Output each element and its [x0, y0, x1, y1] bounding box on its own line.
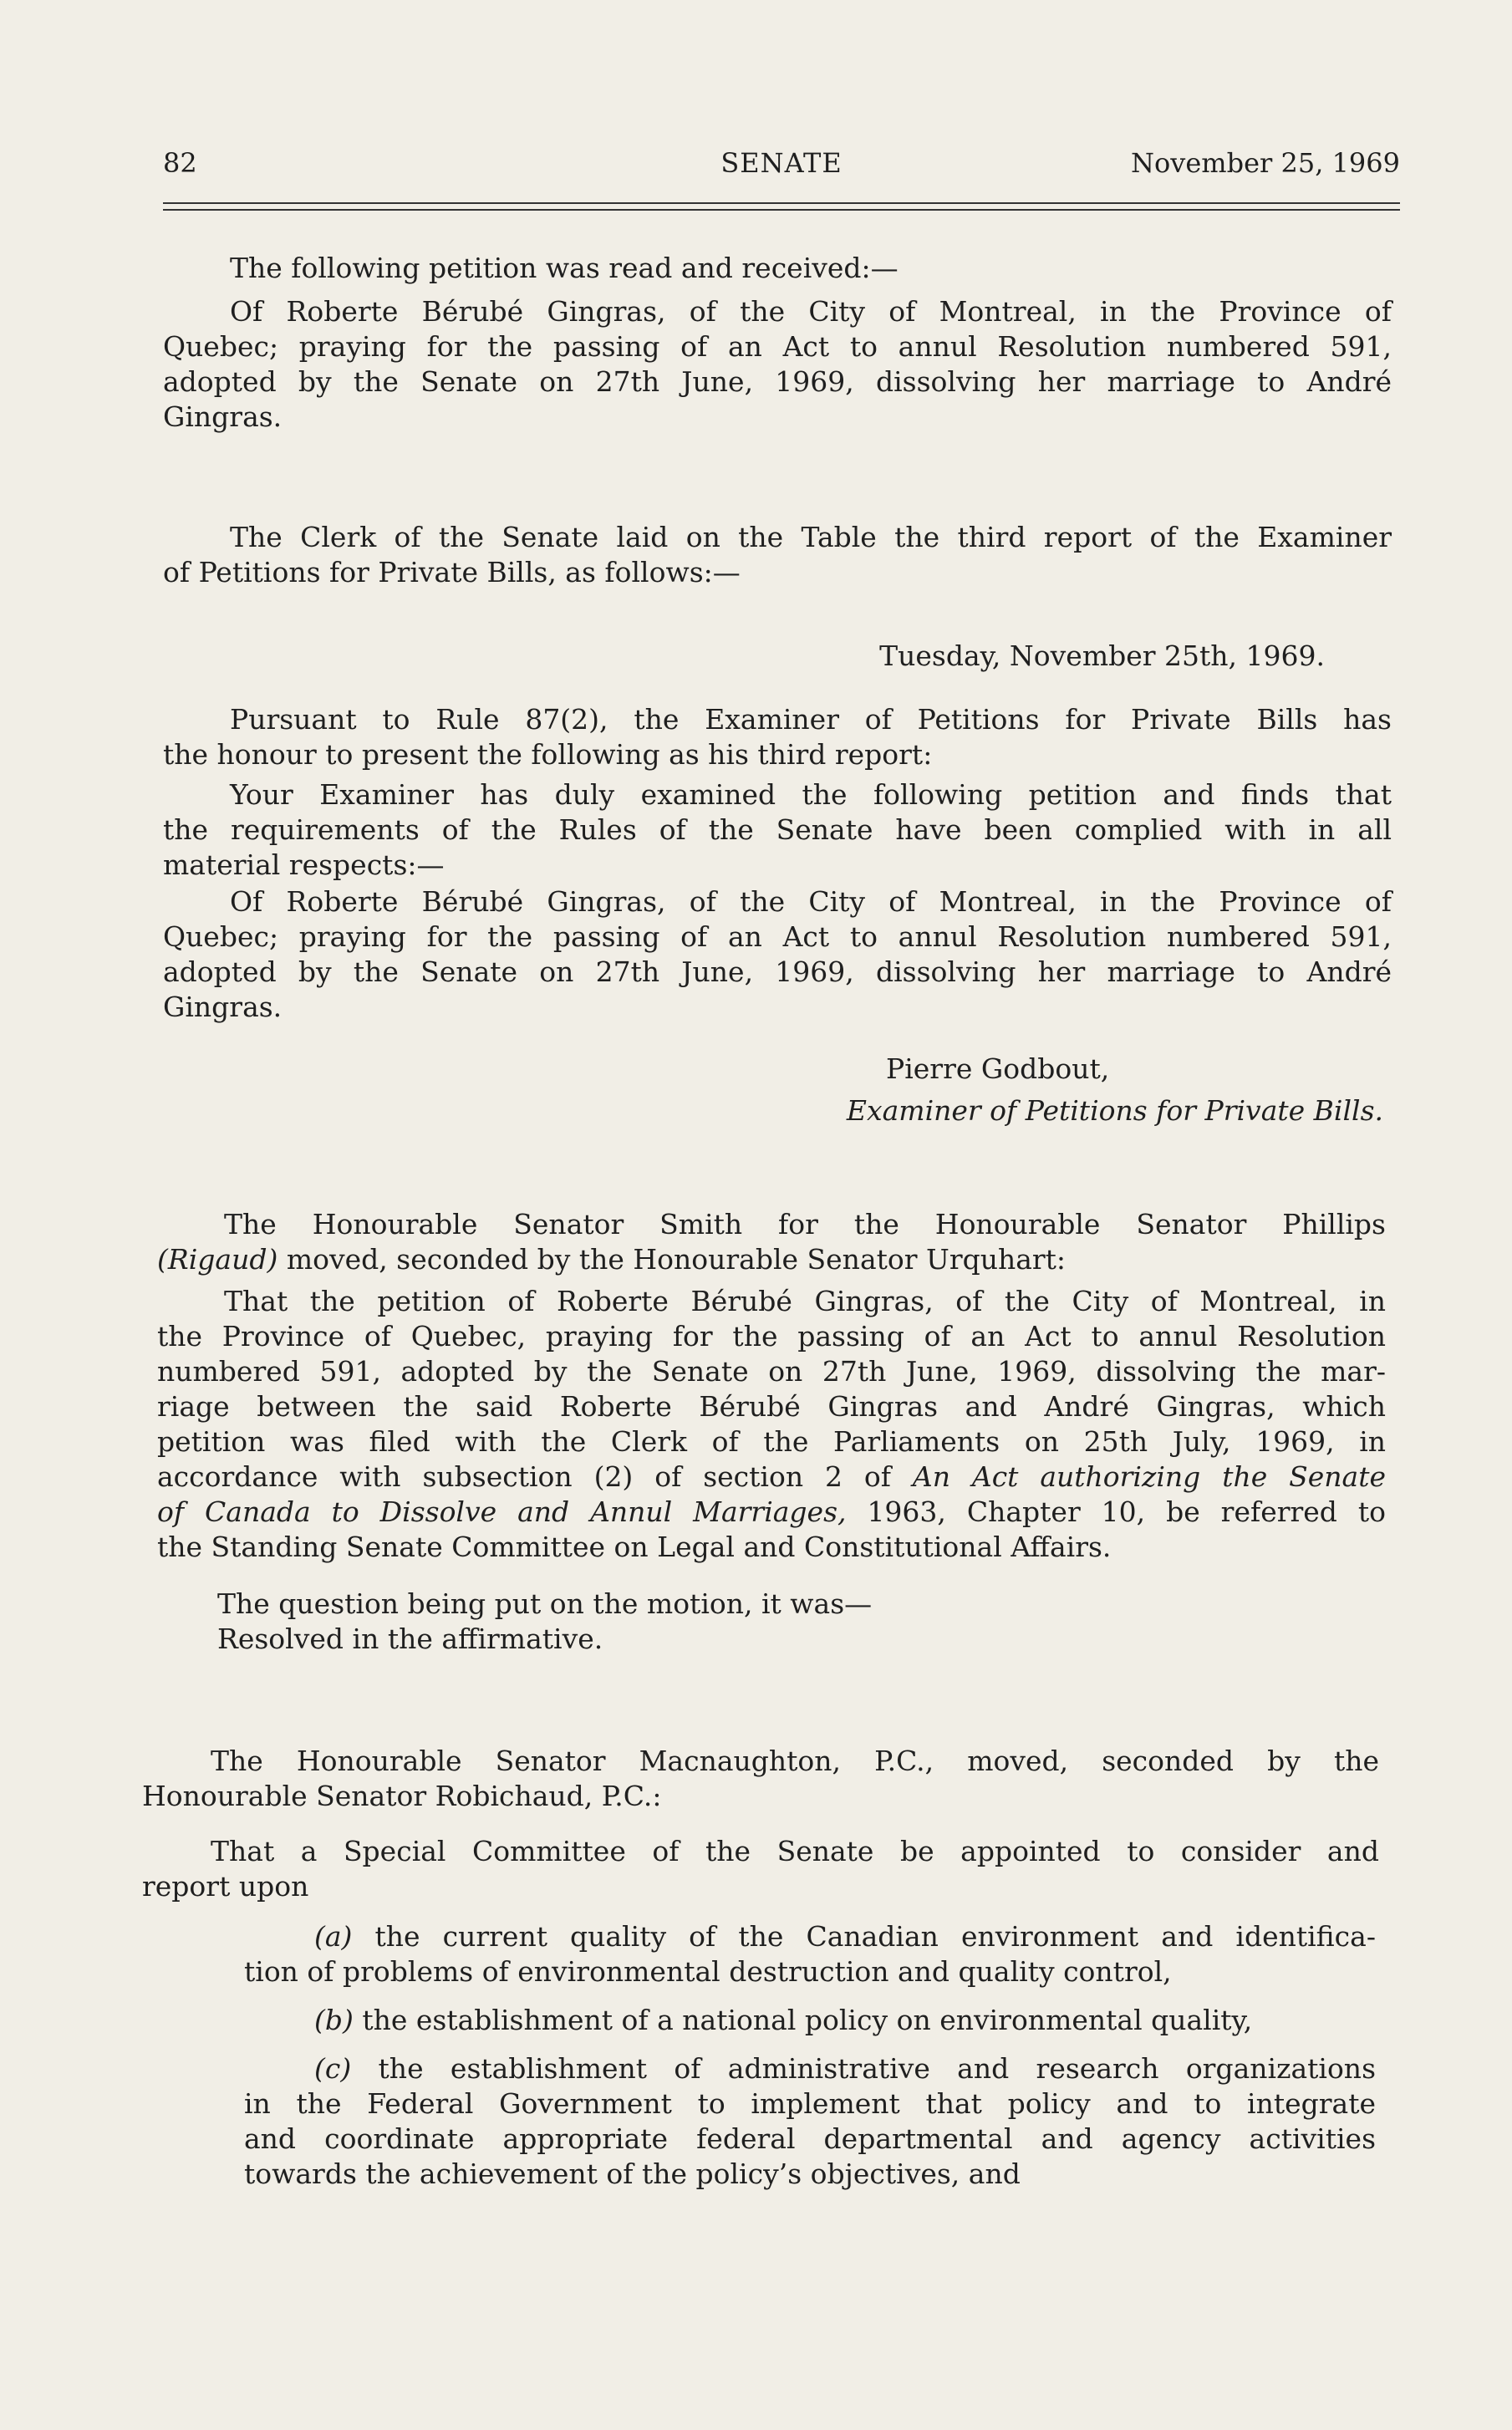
clerk-intro-line: of Petitions for Private Bills, as follows:—: [163, 556, 741, 588]
that-line: [157, 1495, 1386, 1530]
senator-division: (Rigaud): [157, 1243, 278, 1276]
petition-line: Quebec; praying for the passing of an Act to annul Resolution numbered 591,: [163, 330, 1392, 363]
that-line-text: accordance with subsection (2) of section 2 of: [157, 1460, 913, 1493]
page-header: [163, 147, 1400, 189]
petition-line: Gingras.: [163, 400, 283, 433]
item-a-line: [314, 1919, 1376, 1954]
motion-smith-line: [157, 1242, 1066, 1277]
report-petition-line: Gingras.: [163, 991, 283, 1023]
clerk-intro-line: The Clerk of the Senate laid on the Table the third report of the Examiner: [230, 521, 1392, 553]
special-committee-line: That a Special Committee of the Senate be appointed to consider and: [211, 1835, 1379, 1867]
item-c-line: in the Federal Government to implement that policy and to integrate: [244, 2087, 1376, 2120]
motion-smith-line: The Honourable Senator Smith for the Honourable Senator Phillips: [224, 1208, 1386, 1240]
that-line: the Province of Quebec, praying for the passing of an Act to annul Resolution: [157, 1320, 1386, 1353]
header-rule-top: [163, 202, 1400, 204]
that-line: the Standing Senate Committee on Legal and Constitutional Affairs.: [157, 1531, 1112, 1563]
that-line: riage between the said Roberte Bérubé Gingras and André Gingras, which: [157, 1390, 1386, 1423]
special-committee-line: report upon: [142, 1870, 309, 1903]
pursuant-line: Pursuant to Rule 87(2), the Examiner of Petitions for Private Bills has: [230, 703, 1392, 736]
petition-line: adopted by the Senate on 27th June, 1969, dissolving her marriage to André: [163, 365, 1392, 398]
item-c-line: [314, 2051, 1376, 2086]
act-title: An Act authorizing the Senate: [912, 1460, 1387, 1493]
page-title: SENATE: [720, 147, 843, 179]
item-b-label: (b): [314, 2004, 354, 2036]
signature-name: Pierre Godbout,: [886, 1052, 1110, 1085]
motion-smith-text: moved, seconded by the Honourable Senator Urquhart:: [277, 1243, 1067, 1276]
petition-line: Of Roberte Bérubé Gingras, of the City of Montreal, in the Province of: [230, 295, 1392, 328]
report-date: Tuesday, November 25th, 1969.: [879, 639, 1325, 672]
examiner-line: material respects:—: [163, 848, 445, 881]
that-line-text: 1963, Chapter 10, be referred to: [846, 1495, 1386, 1528]
report-petition-line: Of Roberte Bérubé Gingras, of the City of Montreal, in the Province of: [230, 885, 1392, 918]
motion-macnaughton-line: The Honourable Senator Macnaughton, P.C., moved, seconded by the: [211, 1745, 1379, 1777]
resolved-line: Resolved in the affirmative.: [217, 1623, 603, 1655]
signature-title: [163, 1093, 1383, 1128]
that-line: That the petition of Roberte Bérubé Gingras, of the City of Montreal, in: [224, 1285, 1386, 1317]
petition-intro: The following petition was read and received:—: [230, 252, 899, 284]
examiner-line: Your Examiner has duly examined the following petition and finds that: [230, 778, 1392, 811]
header-date: November 25, 1969: [1130, 147, 1400, 179]
act-title: of Canada to Dissolve and Annul Marriages,: [157, 1495, 847, 1528]
item-c-line: towards the achievement of the policy’s objectives, and: [244, 2157, 1021, 2190]
item-a-label: (a): [314, 1920, 353, 1953]
examiner-line: the requirements of the Rules of the Senate have been complied with in all: [163, 813, 1392, 846]
signature-title-text: Examiner of Petitions for Private Bills.: [846, 1094, 1383, 1127]
report-petition-line: adopted by the Senate on 27th June, 1969, dissolving her marriage to André: [163, 955, 1392, 988]
pursuant-line: the honour to present the following as his third report:: [163, 738, 933, 771]
item-b-line: [314, 2003, 1252, 2038]
item-c-line: and coordinate appropriate federal departmental and agency activities: [244, 2122, 1376, 2155]
item-a-text: the current quality of the Canadian environment and identifica-: [352, 1920, 1376, 1953]
header-rule-bottom: [163, 209, 1400, 211]
page-number: 82: [163, 147, 197, 179]
item-c-text: the establishment of administrative and research organizations: [351, 2052, 1376, 2085]
that-line: petition was filed with the Clerk of the Parliaments on 25th July, 1969, in: [157, 1425, 1386, 1458]
that-line: [157, 1460, 1386, 1495]
motion-macnaughton-line: Honourable Senator Robichaud, P.C.:: [142, 1780, 662, 1812]
item-a-line: tion of problems of environmental destruction and quality control,: [244, 1955, 1172, 1988]
item-c-label: (c): [314, 2052, 352, 2085]
question-line: The question being put on the motion, it was—: [217, 1587, 873, 1620]
item-b-text: the establishment of a national policy on environmental quality,: [353, 2004, 1253, 2036]
report-petition-line: Quebec; praying for the passing of an Act to annul Resolution numbered 591,: [163, 920, 1392, 953]
that-line: numbered 591, adopted by the Senate on 27th June, 1969, dissolving the mar-: [157, 1355, 1386, 1388]
